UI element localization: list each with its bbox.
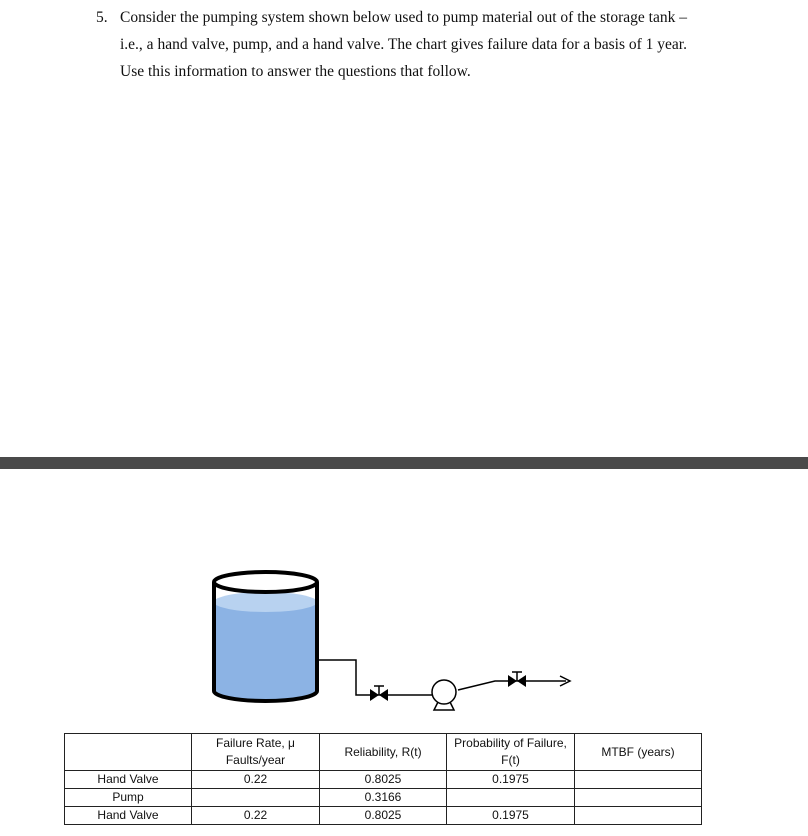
- table-cell: [575, 807, 702, 825]
- pumping-system-diagram: [200, 560, 600, 730]
- header-probability-of-failure: Probability of Failure, F(t): [447, 734, 575, 771]
- table-cell: 0.8025: [320, 807, 447, 825]
- problem-line: Use this information to answer the questions that follow.: [120, 63, 471, 80]
- table-row: [65, 807, 702, 825]
- table-cell: Hand Valve: [65, 807, 192, 825]
- table-cell: Hand Valve: [65, 771, 192, 789]
- table-cell: 0.3166: [320, 789, 447, 807]
- table-cell: Pump: [65, 789, 192, 807]
- table-cell: 0.1975: [447, 807, 575, 825]
- table-cell: [575, 771, 702, 789]
- header-mtbf: MTBF (years): [575, 734, 702, 771]
- table-row: [65, 771, 702, 789]
- table-cell: 0.1975: [447, 771, 575, 789]
- header-reliability: Reliability, R(t): [320, 734, 447, 771]
- hand-valve-icon: [508, 672, 526, 687]
- pipe-line: [317, 660, 432, 695]
- table-row: [65, 789, 702, 807]
- table-cell: 0.22: [192, 771, 320, 789]
- failure-data-table: [64, 733, 702, 825]
- header-failure-rate: Failure Rate, μ Faults/year: [192, 734, 320, 771]
- problem-number: 5.: [96, 9, 108, 26]
- problem-line: Consider the pumping system shown below used to pump material out of the storage tank –: [120, 9, 687, 26]
- hand-valve-icon: [370, 686, 388, 701]
- table-cell: [192, 789, 320, 807]
- problem-line: i.e., a hand valve, pump, and a hand valve. The chart gives failure data for a basis of 1 year.: [120, 36, 687, 53]
- table-cell: 0.22: [192, 807, 320, 825]
- table-cell: [447, 789, 575, 807]
- table-cell: [575, 789, 702, 807]
- pump-icon: [432, 680, 456, 710]
- section-divider: [0, 457, 808, 469]
- table-header-row: [65, 734, 702, 771]
- header-component: [65, 734, 192, 771]
- problem-text: [120, 4, 780, 85]
- storage-tank-icon: [214, 572, 317, 701]
- table-cell: 0.8025: [320, 771, 447, 789]
